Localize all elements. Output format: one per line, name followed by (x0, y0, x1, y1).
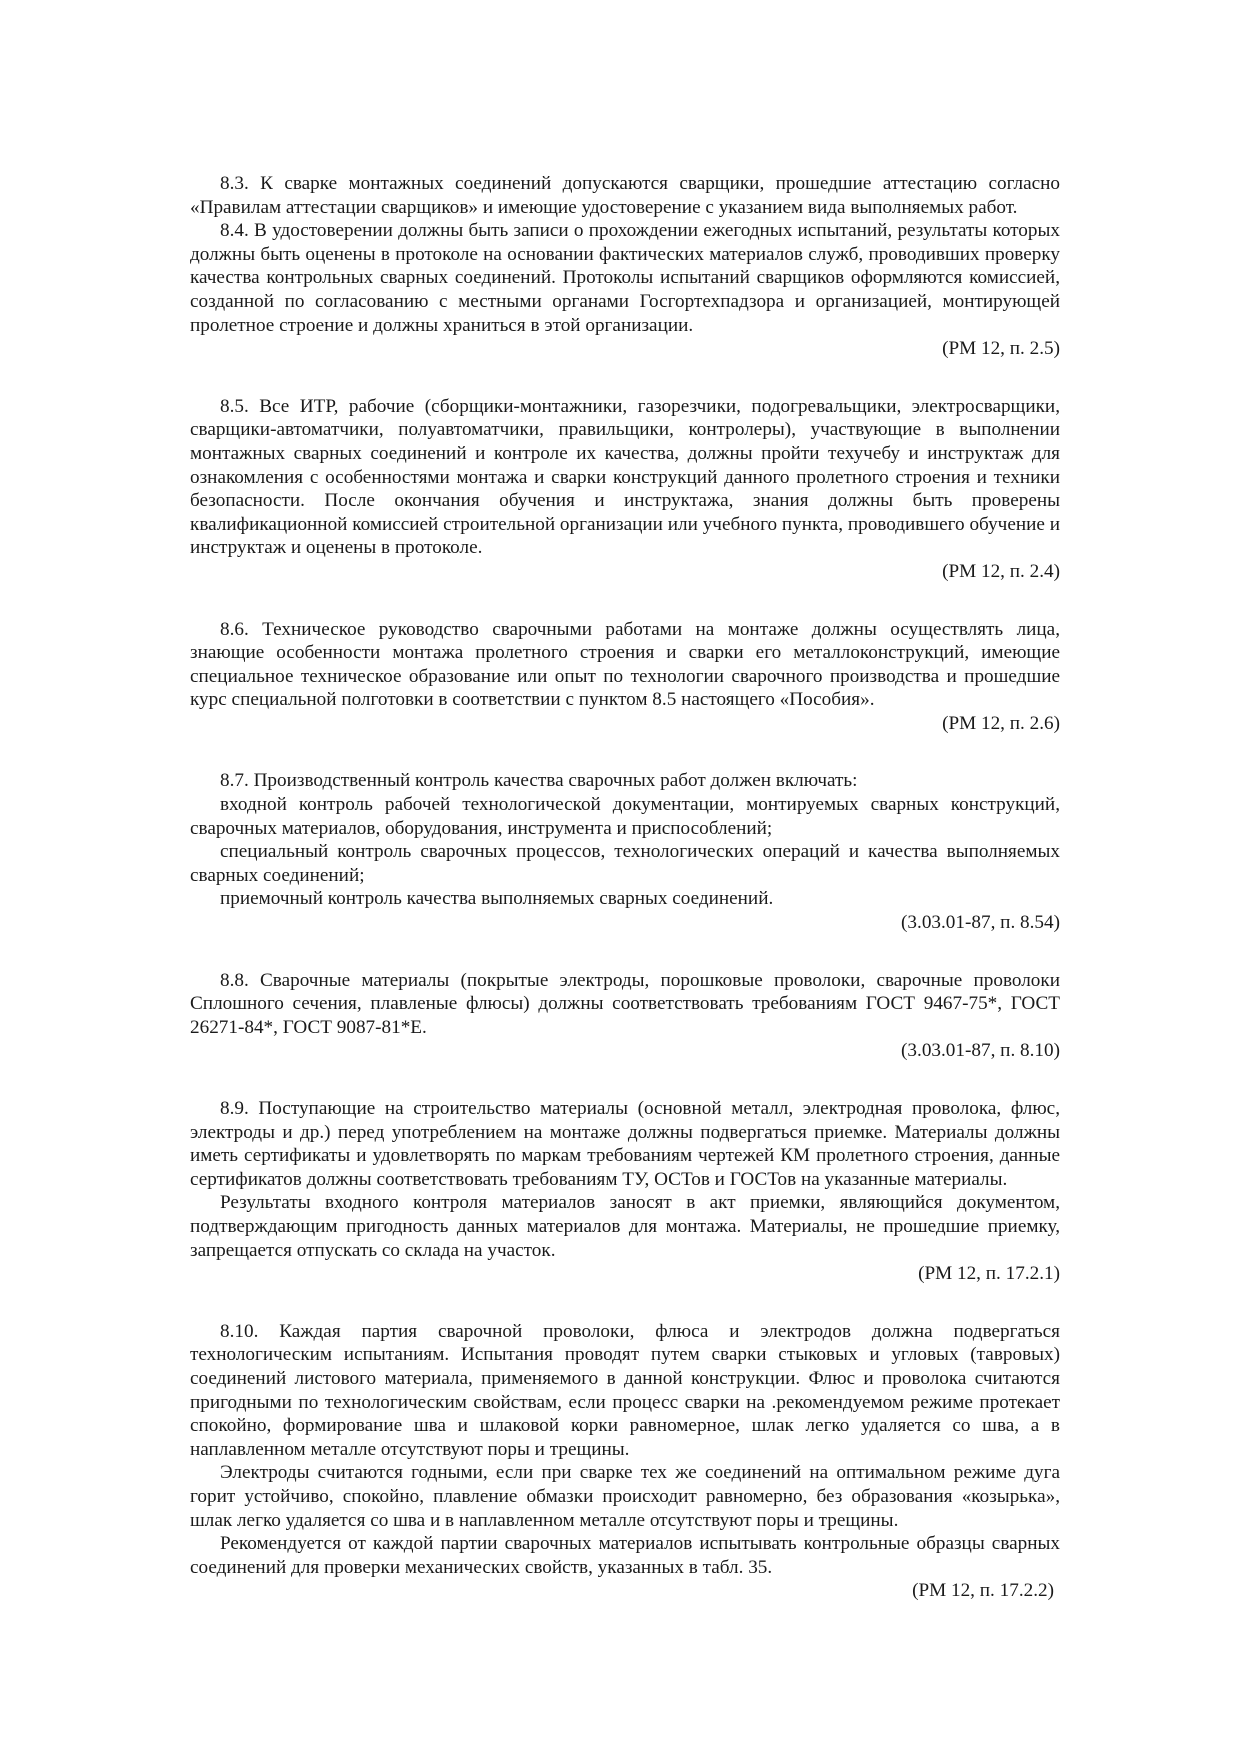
section-spacer (190, 584, 1060, 618)
section-spacer (190, 735, 1060, 769)
reference-8-8: (3.03.01-87, п. 8.10) (901, 1040, 1060, 1062)
document-page (190, 172, 1060, 1603)
paragraph-8-9: 8.9. Поступающие на строительство материалы (основной металл, электродная проволока, флюс, электроды и др.) перед употреблением на монтаже должны подвергаться приемке. Материалы должны иметь сертификаты и удовлетворять по маркам требованиям чертежей КМ пролетного строения, данные сертификатов должны соответствовать требованиям ТУ, ОСТов и ГОСТов на указанные материалы. (190, 1098, 1060, 1190)
paragraph-8-7-item-input-control: входной контроль рабочей технологической документации, монтируемых сварных конструкций, сварочных материалов, оборудования, инструмента и приспособлений; (190, 794, 1060, 839)
paragraph-8-8: 8.8. Сварочные материалы (покрытые электроды, порошковые проволоки, сварочные проволоки Сплошного сечения, плавленые флюсы) должны соответствовать требованиям ГОСТ 9467-75*, ГОСТ 26271-84*, ГОСТ 9087-81*Е. (190, 969, 1060, 1038)
paragraph-8-9-results: Результаты входного контроля материалов заносят в акт приемки, являющийся документом, подтверждающим пригодность данных материалов для монтажа. Материалы, не прошедшие приемку, запрещается отпускать со склада на участок. (190, 1192, 1060, 1261)
section-8-9 (190, 1097, 1060, 1286)
section-8-10 (190, 1320, 1060, 1603)
section-spacer (190, 1063, 1060, 1097)
reference-8-6: (РМ 12, п. 2.6) (942, 712, 1060, 734)
paragraph-8-7-item-special-control: специальный контроль сварочных процессов, технологических операций и качества выполняемых сварных соединений; (190, 841, 1060, 886)
paragraph-8-10-recommendation: Рекомендуется от каждой партии сварочных материалов испытывать контрольные образцы сварных соединений для проверки механических свойств, указанных в табл. 35. (190, 1533, 1060, 1578)
reference-8-9: (РМ 12, п. 17.2.1) (918, 1263, 1060, 1285)
reference-8-4: (РМ 12, п. 2.5) (942, 338, 1060, 360)
reference-8-7: (3.03.01-87, п. 8.54) (901, 912, 1060, 934)
section-8-7 (190, 769, 1060, 934)
section-8-8 (190, 969, 1060, 1063)
paragraph-8-10: 8.10. Каждая партия сварочной проволоки, флюса и электродов должна подвергаться технологическим испытаниям. Испытания проводят путем сварки стыковых и угловых (тавровых) соединений листового материала, применяемого в данной конструкции. Флюс и проволока считаются пригодными по технологическим свойствам, если процесс сварки на .рекомендуемом режиме протекает спокойно, формирование шва и шлаковой корки равномерное, шлак легко удаляется со шва, а в наплавленном металле отсутствуют поры и трещины. (190, 1320, 1060, 1460)
paragraph-8-7: 8.7. Производственный контроль качества сварочных работ должен включать: (220, 770, 858, 792)
section-8-5 (190, 395, 1060, 584)
section-8-6 (190, 618, 1060, 736)
section-spacer (190, 935, 1060, 969)
paragraph-8-7-item-acceptance-control: приемочный контроль качества выполняемых сварных соединений. (220, 888, 774, 910)
paragraph-8-6: 8.6. Техническое руководство сварочными работами на монтаже должны осуществлять лица, знающие особенности монтажа пролетного строения и сварки его металлоконструкций, имеющие специальное техническое образование или опыт по технологии сварочного производства и прошедшие курс специальной полготовки в соответствии с пунктом 8.5 настоящего «Пособия». (190, 618, 1060, 711)
section-spacer (190, 361, 1060, 395)
paragraph-8-3: 8.3. К сварке монтажных соединений допускаются сварщики, прошедшие аттестацию согласно «Правилам аттестации сварщиков» и имеющие удостоверение с указанием вида выполняемых работ. (190, 173, 1060, 218)
paragraph-8-5: 8.5. Все ИТР, рабочие (сборщики-монтажники, газорезчики, подогревальщики, электросварщики, сварщики-автоматчики, полуавтоматчики, правильщики, контролеры), участвующие в выполнении монтажных сварных соединений и контроле их качества, должны пройти техучебу и инструктаж для ознакомления с особенностями монтажа и сварки конструкций данного пролетного строения и техники безопасности. После окончания обучения и инструктажа, знания должны быть проверены квалификационной комиссией строительной организации или учебного пункта, проводившего обучение и инструктаж и оценены в протоколе. (190, 395, 1060, 559)
section-spacer (190, 1286, 1060, 1320)
reference-8-10: (РМ 12, п. 17.2.2) (912, 1580, 1054, 1602)
paragraph-8-4: 8.4. В удостоверении должны быть записи о прохождении ежегодных испытаний, результаты которых должны быть оценены в протоколе на основании фактических материалов служб, проводивших проверку качества контрольных сварных соединений. Протоколы испытаний сварщиков оформляются комиссией, созданной по согласованию с местными органами Госгортехпадзора и организацией, монтирующей пролетное строение и должны храниться в этой организации. (190, 220, 1060, 336)
section-8-3-8-4 (190, 172, 1060, 361)
reference-8-5: (РМ 12, п. 2.4) (942, 560, 1060, 582)
paragraph-8-10-electrodes: Электроды считаются годными, если при сварке тех же соединений на оптимальном режиме дуга горит устойчиво, спокойно, плавление обмазки происходит равномерно, без образования «козырька», шлак легко удаляется со шва и в наплавленном металле отсутствуют поры и трещины. (190, 1462, 1060, 1531)
